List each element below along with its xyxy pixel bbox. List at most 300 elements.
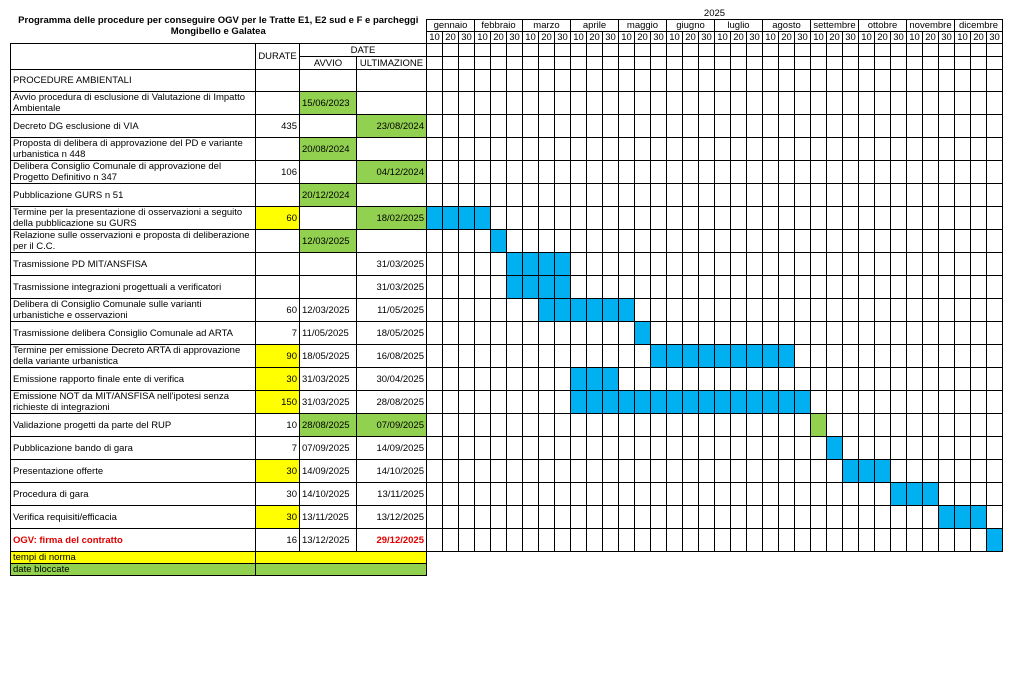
activity-row [11,345,1003,368]
grid-cell [619,529,635,552]
activity-name: Emissione NOT da MIT/ANSFISA nell'ipotesi senza richieste di integrazioni [11,391,256,414]
grid-cell [827,115,843,138]
start-date [300,276,357,299]
grid-cell [811,506,827,529]
grid-cell [923,253,939,276]
grid-cell [587,70,603,92]
duration-value: 106 [256,161,300,184]
empty-cell [747,552,763,564]
grid-cell [763,44,779,57]
grid-cell [683,57,699,70]
grid-cell [427,322,443,345]
grid-cell [987,115,1003,138]
grid-cell [635,57,651,70]
grid-cell [811,92,827,115]
start-date: 12/03/2025 [300,299,357,322]
grid-cell [555,70,571,92]
empty-cell [443,552,459,564]
grid-cell [795,437,811,460]
grid-cell [875,138,891,161]
grid-cell [907,276,923,299]
grid-cell [699,230,715,253]
grid-cell [427,92,443,115]
grid-cell [427,161,443,184]
grid-cell [875,483,891,506]
grid-cell [667,70,683,92]
grid-cell [715,138,731,161]
decade-header: 20 [731,32,747,44]
grid-cell [619,161,635,184]
gantt-bar-cell [747,391,763,414]
grid-cell [795,529,811,552]
decade-header: 20 [587,32,603,44]
gantt-bar-cell [635,322,651,345]
grid-cell [939,391,955,414]
grid-cell [987,44,1003,57]
grid-cell [827,70,843,92]
grid-cell [603,207,619,230]
grid-cell [699,506,715,529]
month-header: gennaio [427,20,475,32]
grid-cell [587,57,603,70]
grid-cell [683,115,699,138]
grid-cell [731,299,747,322]
grid-cell [635,230,651,253]
grid-cell [811,437,827,460]
grid-cell [539,184,555,207]
decade-header: 20 [779,32,795,44]
grid-cell [587,322,603,345]
grid-cell [715,437,731,460]
grid-cell [987,299,1003,322]
grid-cell [459,230,475,253]
grid-cell [459,184,475,207]
gantt-bar-cell [555,276,571,299]
activity-header-2 [11,57,256,70]
grid-cell [987,57,1003,70]
grid-cell [683,253,699,276]
grid-cell [971,70,987,92]
grid-cell [603,483,619,506]
grid-cell [811,276,827,299]
grid-cell [491,322,507,345]
grid-cell [763,460,779,483]
grid-cell [891,184,907,207]
grid-cell [507,437,523,460]
document-title: Programma delle procedure per conseguire OGV per le Tratte E1, E2 sud e F e parcheggi Mongibello e Galatea [18,14,419,37]
grid-cell [971,345,987,368]
grid-cell [507,138,523,161]
gantt-bar-cell [667,345,683,368]
grid-cell [763,184,779,207]
grid-cell [443,322,459,345]
grid-cell [747,70,763,92]
grid-cell [907,414,923,437]
empty-cell [491,564,507,576]
grid-cell [891,414,907,437]
grid-cell [539,138,555,161]
grid-cell [731,184,747,207]
grid-cell [907,253,923,276]
grid-cell [763,92,779,115]
grid-cell [571,207,587,230]
grid-cell [843,391,859,414]
grid-cell [827,506,843,529]
grid-cell [443,230,459,253]
grid-cell [843,253,859,276]
grid-cell [667,44,683,57]
grid-cell [779,230,795,253]
grid-cell [507,460,523,483]
gantt-bar-cell [987,529,1003,552]
grid-cell [827,184,843,207]
empty-cell [731,564,747,576]
grid-cell [427,230,443,253]
grid-cell [763,161,779,184]
grid-cell [587,253,603,276]
grid-cell [779,92,795,115]
grid-cell [795,299,811,322]
grid-cell [987,437,1003,460]
grid-cell [571,414,587,437]
start-date: 14/10/2025 [300,483,357,506]
empty-cell [587,552,603,564]
empty-cell [875,552,891,564]
grid-cell [747,230,763,253]
grid-cell [891,92,907,115]
grid-cell [907,437,923,460]
grid-cell [491,207,507,230]
grid-cell [475,161,491,184]
grid-cell [459,529,475,552]
grid-cell [427,253,443,276]
grid-cell [747,414,763,437]
grid-cell [523,115,539,138]
gantt-bar-cell [683,391,699,414]
end-date [357,230,427,253]
grid-cell [923,207,939,230]
grid-cell [971,57,987,70]
grid-cell [811,391,827,414]
grid-cell [523,391,539,414]
decade-header: 20 [827,32,843,44]
grid-cell [443,529,459,552]
grid-cell [955,414,971,437]
grid-cell [539,161,555,184]
grid-cell [507,57,523,70]
grid-cell [459,322,475,345]
grid-cell [651,138,667,161]
start-date: 12/03/2025 [300,230,357,253]
grid-cell [843,44,859,57]
grid-cell [459,414,475,437]
grid-cell [539,115,555,138]
grid-cell [715,299,731,322]
grid-cell [907,161,923,184]
decade-header: 10 [859,32,875,44]
empty-cell [523,552,539,564]
grid-cell [955,70,971,92]
grid-cell [779,70,795,92]
grid-cell [523,529,539,552]
grid-cell [699,368,715,391]
grid-cell [651,184,667,207]
empty-cell [357,70,427,92]
grid-cell [875,437,891,460]
grid-cell [763,115,779,138]
legend-label: tempi di norma [11,552,256,564]
grid-cell [987,207,1003,230]
grid-cell [859,44,875,57]
grid-cell [491,299,507,322]
grid-cell [459,92,475,115]
activity-row [11,230,1003,253]
grid-cell [827,57,843,70]
grid-cell [635,299,651,322]
end-date: 11/05/2025 [357,299,427,322]
grid-cell [795,230,811,253]
grid-cell [731,460,747,483]
grid-cell [923,276,939,299]
grid-cell [571,345,587,368]
grid-cell [827,483,843,506]
empty-cell [603,564,619,576]
grid-cell [843,92,859,115]
decade-header: 20 [923,32,939,44]
grid-cell [763,57,779,70]
grid-cell [987,253,1003,276]
empty-cell [907,552,923,564]
grid-cell [939,230,955,253]
grid-cell [571,138,587,161]
grid-cell [747,207,763,230]
grid-cell [427,276,443,299]
grid-cell [971,92,987,115]
grid-cell [651,207,667,230]
grid-cell [875,207,891,230]
grid-cell [555,161,571,184]
grid-cell [683,92,699,115]
grid-cell [779,368,795,391]
grid-cell [731,276,747,299]
grid-cell [923,57,939,70]
grid-cell [619,70,635,92]
end-date: 31/03/2025 [357,276,427,299]
grid-cell [875,299,891,322]
grid-cell [699,414,715,437]
legend-swatch [256,564,427,576]
grid-cell [651,57,667,70]
grid-cell [747,44,763,57]
grid-cell [459,115,475,138]
empty-cell [475,552,491,564]
grid-cell [523,414,539,437]
grid-cell [427,414,443,437]
grid-cell [491,483,507,506]
gantt-bar-cell [507,253,523,276]
grid-cell [667,115,683,138]
grid-cell [763,506,779,529]
duration-value [256,253,300,276]
grid-cell [651,161,667,184]
start-date: 20/08/2024 [300,138,357,161]
activity-name: Presentazione offerte [11,460,256,483]
grid-cell [955,322,971,345]
grid-cell [923,345,939,368]
empty-cell [747,564,763,576]
empty-cell [795,552,811,564]
grid-cell [891,161,907,184]
grid-cell [603,253,619,276]
grid-cell [443,368,459,391]
grid-cell [667,483,683,506]
gantt-bar-cell [731,345,747,368]
grid-cell [427,57,443,70]
grid-cell [667,253,683,276]
grid-cell [955,437,971,460]
grid-cell [507,506,523,529]
grid-cell [939,460,955,483]
grid-cell [683,230,699,253]
gantt-bar-cell [907,483,923,506]
grid-cell [731,44,747,57]
grid-cell [971,483,987,506]
month-header: dicembre [955,20,1003,32]
grid-cell [891,368,907,391]
gantt-bar-cell [555,299,571,322]
grid-cell [843,57,859,70]
empty-cell [811,552,827,564]
grid-cell [795,44,811,57]
empty-cell [667,564,683,576]
grid-cell [747,276,763,299]
grid-cell [539,529,555,552]
legend-swatch [256,552,427,564]
grid-cell [555,230,571,253]
grid-cell [763,276,779,299]
grid-cell [651,44,667,57]
empty-cell [939,564,955,576]
grid-cell [459,460,475,483]
activity-header [11,44,256,57]
grid-cell [811,230,827,253]
activity-name: Trasmissione PD MIT/ANSFISA [11,253,256,276]
grid-cell [587,483,603,506]
empty-cell [475,564,491,576]
grid-cell [891,322,907,345]
grid-cell [619,437,635,460]
grid-cell [715,207,731,230]
grid-cell [779,483,795,506]
grid-cell [763,368,779,391]
grid-cell [587,230,603,253]
grid-cell [459,391,475,414]
grid-cell [907,345,923,368]
grid-cell [699,460,715,483]
grid-cell [891,506,907,529]
gantt-bar-cell [779,391,795,414]
grid-cell [651,70,667,92]
duration-value: 16 [256,529,300,552]
grid-cell [491,184,507,207]
grid-cell [795,460,811,483]
activity-name: Procedura di gara [11,483,256,506]
grid-cell [699,207,715,230]
grid-cell [811,345,827,368]
grid-cell [571,230,587,253]
grid-cell [603,92,619,115]
grid-cell [619,276,635,299]
grid-cell [699,44,715,57]
grid-cell [859,92,875,115]
grid-cell [859,70,875,92]
gantt-bar-cell [667,391,683,414]
grid-cell [939,57,955,70]
grid-cell [507,299,523,322]
grid-cell [683,44,699,57]
start-date [300,161,357,184]
gantt-bar-cell [555,253,571,276]
grid-cell [619,92,635,115]
duration-value: 30 [256,506,300,529]
grid-cell [779,161,795,184]
grid-cell [811,161,827,184]
grid-cell [763,322,779,345]
grid-cell [523,161,539,184]
grid-cell [891,299,907,322]
grid-cell [971,460,987,483]
grid-cell [699,437,715,460]
gantt-bar-cell [827,437,843,460]
grid-cell [987,138,1003,161]
grid-cell [459,253,475,276]
grid-cell [875,57,891,70]
grid-cell [459,437,475,460]
grid-cell [779,184,795,207]
duration-value: 30 [256,460,300,483]
grid-cell [811,322,827,345]
grid-cell [715,92,731,115]
grid-cell [795,115,811,138]
grid-cell [619,57,635,70]
grid-cell [683,460,699,483]
gantt-bar-cell [699,391,715,414]
grid-cell [651,460,667,483]
grid-cell [427,184,443,207]
grid-cell [683,276,699,299]
grid-cell [827,529,843,552]
grid-cell [539,437,555,460]
grid-cell [491,529,507,552]
grid-cell [715,529,731,552]
legend-label: date bloccate [11,564,256,576]
activity-name: Relazione sulle osservazioni e proposta di deliberazione per il C.C. [11,230,256,253]
grid-cell [523,207,539,230]
grid-cell [939,299,955,322]
grid-cell [731,138,747,161]
grid-cell [923,44,939,57]
grid-cell [747,368,763,391]
grid-cell [427,138,443,161]
grid-cell [507,483,523,506]
grid-cell [491,115,507,138]
empty-cell [523,564,539,576]
grid-cell [635,92,651,115]
gantt-bar-cell [859,460,875,483]
grid-cell [875,276,891,299]
grid-cell [907,92,923,115]
grid-cell [683,483,699,506]
